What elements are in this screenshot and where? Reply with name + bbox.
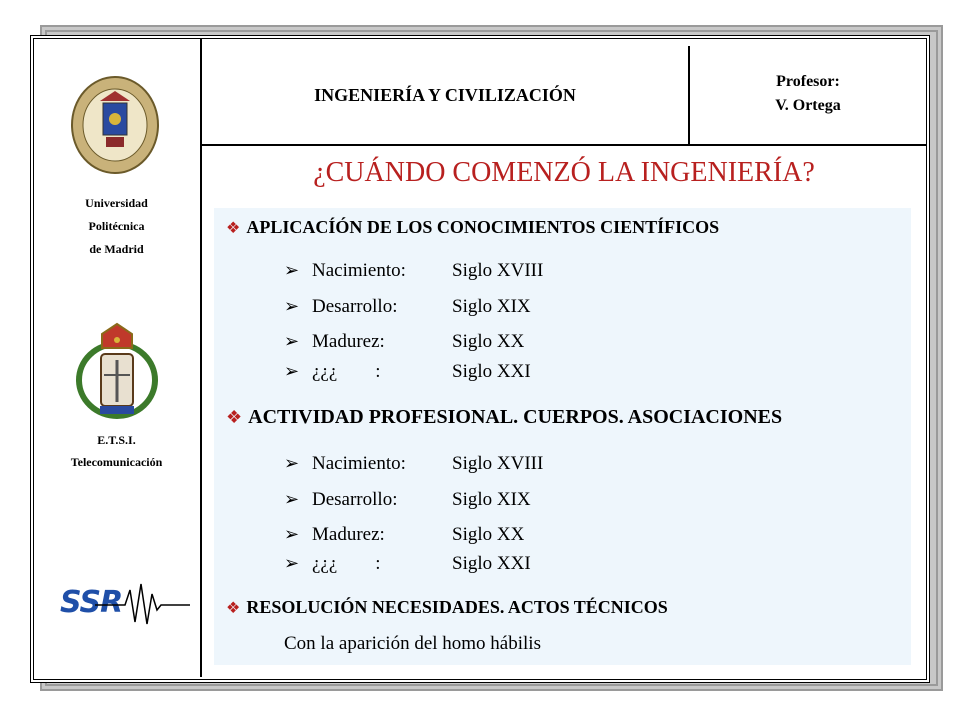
item-label: Nacimiento: [312, 453, 406, 474]
diamond-bullet-icon: ❖ [226, 600, 241, 617]
upm-caption [33, 192, 200, 261]
arrow-bullet-icon: ➢ [284, 296, 300, 316]
item-value: Siglo XXI [452, 553, 531, 574]
item-label: Desarrollo: [312, 489, 398, 510]
etsi-caption [33, 429, 200, 473]
section-heading-1-text: APLICACÍÓN DE LOS CONOCIMIENTOS CIENTÍFICOS [246, 217, 720, 237]
list-item [284, 296, 531, 318]
item-value: Siglo XX [452, 331, 525, 352]
upm-line-1: Universidad [85, 196, 148, 210]
arrow-bullet-icon: ➢ [284, 331, 300, 351]
professor-name: V. Ortega [775, 97, 841, 114]
arrow-bullet-icon: ➢ [284, 553, 300, 573]
arrow-bullet-icon: ➢ [284, 260, 300, 280]
list-item [284, 260, 543, 282]
ssr-wave-icon [95, 580, 190, 630]
section-heading-3 [226, 597, 668, 618]
header-divider [201, 144, 926, 146]
list-item [284, 524, 524, 546]
list-item [284, 361, 531, 383]
item-value: Siglo XIX [452, 489, 531, 510]
professor-block [690, 70, 926, 118]
etsi-crest-logo [74, 320, 160, 420]
item-value: Siglo XVIII [452, 260, 544, 281]
list-item [284, 331, 524, 353]
section-heading-2 [226, 406, 782, 429]
etsi-line-2: Telecomunicación [70, 455, 163, 469]
upm-line-2: Politécnica [88, 219, 145, 233]
section-heading-2-text: ACTIVIDAD PROFESIONAL. CUERPOS. ASOCIACIONES [248, 406, 783, 428]
header-title: INGENIERÍA Y CIVILIZACIÓN [314, 84, 576, 105]
list-item [284, 453, 543, 475]
item-value: Siglo XX [452, 524, 525, 545]
section-3-text: Con la aparición del homo hábilis [284, 633, 541, 654]
section-heading-1 [226, 217, 719, 238]
etsi-line-1: E.T.S.I. [97, 433, 136, 447]
section-heading-3-text: RESOLUCIÓN NECESIDADES. ACTOS TÉCNICOS [246, 597, 668, 617]
item-label: Madurez: [312, 331, 385, 352]
arrow-bullet-icon: ➢ [284, 453, 300, 473]
upm-line-3: de Madrid [89, 242, 144, 256]
arrow-bullet-icon: ➢ [284, 489, 300, 509]
item-label: Nacimiento: [312, 260, 406, 281]
list-item [284, 553, 531, 575]
item-label: ¿¿¿ : [312, 361, 381, 382]
diamond-bullet-icon: ❖ [226, 220, 241, 237]
ssr-logo-text: SSR [60, 585, 123, 620]
item-label: Madurez: [312, 524, 385, 545]
arrow-bullet-icon: ➢ [284, 361, 300, 381]
upm-seal-logo [70, 75, 160, 175]
item-label: ¿¿¿ : [312, 553, 381, 574]
diamond-bullet-icon: ❖ [226, 407, 243, 427]
professor-label: Profesor: [776, 73, 840, 90]
item-label: Desarrollo: [312, 296, 398, 317]
slide-title: ¿CUÁNDO COMENZÓ LA INGENIERÍA? [313, 157, 815, 188]
item-value: Siglo XVIII [452, 453, 544, 474]
list-item [284, 489, 531, 511]
arrow-bullet-icon: ➢ [284, 524, 300, 544]
item-value: Siglo XXI [452, 361, 531, 382]
item-value: Siglo XIX [452, 296, 531, 317]
